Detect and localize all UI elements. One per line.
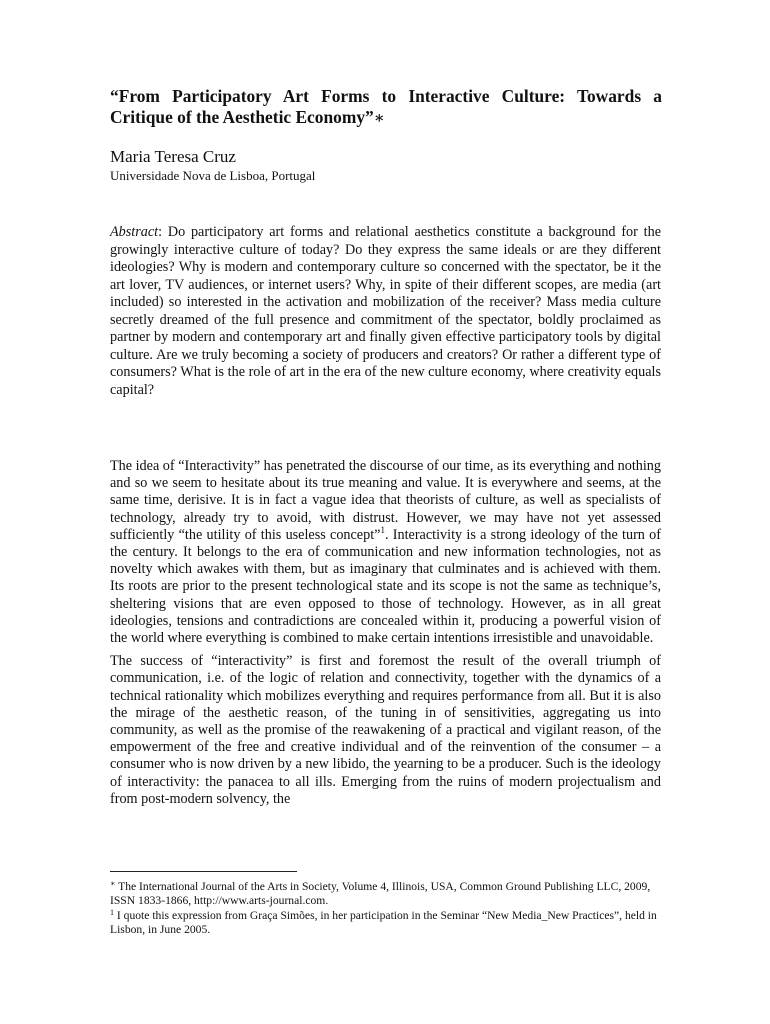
footnote-star-text: The International Journal of the Arts in Society, Volume 4, Illinois, USA, Common Ground Publishing LLC, 2009, ISSN 1833-1866, http://www.arts-journal.com. bbox=[110, 880, 651, 908]
footnote-1-text: I quote this expression from Graça Simões, in her participation in the Seminar “New Media_New Practices”, held in Lisbon, in June 2005. bbox=[110, 908, 657, 937]
footnote-1 bbox=[110, 909, 662, 938]
footnotes bbox=[110, 880, 662, 938]
paragraph-1-part-a: The idea of “Interactivity” has penetrated the discourse of our time, as its everything and nothing and so we seem to hesitate about its true meaning and value. It is everywhere and seems, at the same time, derisive. It is in fact a vague idea that theorists of culture, as well as specialists of technology, already try to avoid, with distrust. However, we may have not yet assessed sufficiently “the utility of this useless concept” bbox=[110, 458, 661, 543]
abstract-text: : Do participatory art forms and relational aesthetics constitute a background for the growingly interactive culture of today? Do they express the same ideals or are they different ideologies? Why is modern and contemporary culture so concerned with the spectator, be it the art lover, TV audiences, or internet users? Why, in spite of their different scopes, are media (art included) so interested in the activation and mobilization of the receiver? Mass media culture secretly dreamed of the full presence and commitment of the spectator, boldly proclaimed as partner by modern and contemporary art and finally given effective participatory tools by digital culture. Are we truly becoming a society of producers and creators? Or rather a different type of consumers? What is the role of art in the era of the new culture economy, where creativity equals capital? bbox=[110, 224, 661, 398]
paragraph-1-part-b: . Interactivity is a strong ideology of the turn of the century. It belongs to the era of communication and new information technologies, not as novelty which awakes with them, but as imaginary that culminates and is achieved with them. Its roots are prior to the present technological state and its scope is not the same as technique’s, sheltering visions that are even opposed to those of technology. However, as in all great ideologies, tensions and contradictions are concealed within it, producing a powerful vision of the world where everything is combined to make certain intentions irresistible and unavoidable. bbox=[110, 526, 661, 647]
paragraph-2: The success of “interactivity” is first and foremost the result of the overall triumph of communication, i.e. of the logic of relation and connectivity, together with the dynamics of a technical rationality which mobilizes everything and requires performance from all. But it is also the mirage of the aesthetic reason, of the tuning in of sensitivities, aggregating us into community, as well as the promise of the reawakening of a practical and vigilant reason, of the empowerment of the free and creative individual and of the reinvention of the consumer – a consumer who is now driven by a new libido, the yearning to be a producer. Such is the ideology of interactivity: the panacea to all ills. Emerging from the ruins of modern projectualism and from post-modern solvency, the bbox=[110, 653, 661, 807]
footnote-divider bbox=[110, 871, 297, 872]
body-text bbox=[110, 458, 661, 814]
footnote-1-mark: 1 bbox=[110, 907, 114, 917]
footnote-star-mark: ∗ bbox=[110, 879, 116, 888]
footnote-star bbox=[110, 880, 662, 909]
title-footnote-mark: ∗ bbox=[373, 110, 385, 127]
paragraph-1 bbox=[110, 458, 661, 647]
author-name: Maria Teresa Cruz bbox=[110, 147, 236, 166]
paper-title bbox=[110, 86, 662, 129]
author-affiliation: Universidade Nova de Lisboa, Portugal bbox=[110, 168, 316, 183]
abstract bbox=[110, 224, 661, 399]
abstract-label: Abstract bbox=[110, 224, 159, 240]
title-text: “From Participatory Art Forms to Interactive Culture: Towards a Critique of the Aesthetic Economy” bbox=[110, 86, 662, 127]
footnote-ref-1[interactable]: 1 bbox=[380, 524, 385, 535]
